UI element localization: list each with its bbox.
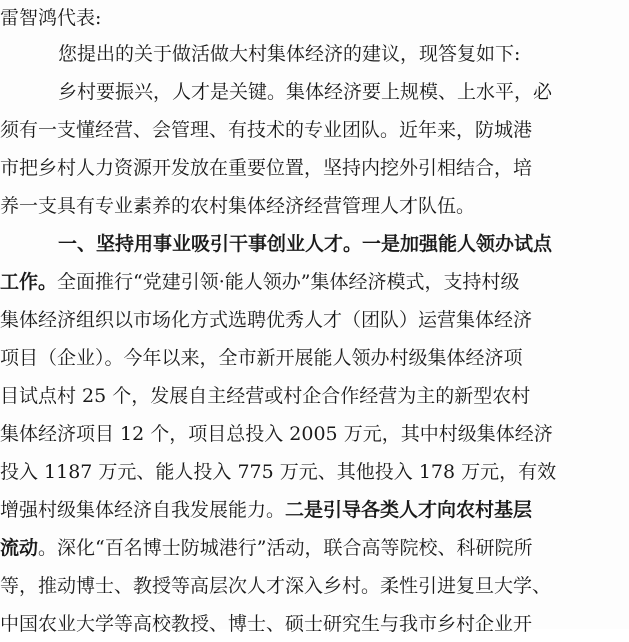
text-segment: 增强村级集体经济自我发展能力。 <box>0 499 286 521</box>
bold-text-segment: 工作。 <box>0 271 58 293</box>
text-line <box>58 226 629 262</box>
text-line <box>58 36 629 72</box>
text-segment: 项目（企业）。今年以来，全市新开展能人领办村级集体经济项 <box>0 347 523 369</box>
text-segment: 您提出的关于做活做大村集体经济的建议，现答复如下: <box>58 43 521 65</box>
bold-text-segment: 流动 <box>0 537 39 559</box>
text-line <box>0 568 629 604</box>
text-segment: 集体经济组织以市场化方式选聘优秀人才（团队）运营集体经济 <box>0 309 533 331</box>
text-segment: 集体经济项目 12 个，项目总投入 2005 万元，其中村级集体经济 <box>0 423 553 445</box>
text-line <box>0 454 629 490</box>
text-line <box>0 606 629 642</box>
text-line <box>0 530 629 566</box>
text-segment: 市把乡村人力资源开发放在重要位置，坚持内挖外引相结合，培 <box>0 157 533 179</box>
text-line <box>0 150 629 186</box>
text-line <box>0 112 629 148</box>
text-line <box>58 74 629 110</box>
salutation: 雷智鸿代表: <box>0 7 102 29</box>
text-segment: 乡村要振兴，人才是关键。集体经济要上规模、上水平，必 <box>58 81 553 103</box>
text-line <box>0 416 629 452</box>
text-segment: 。深化“百名博士防城港行”活动，联合高等院校、科研院所 <box>38 537 533 559</box>
text-line <box>0 340 629 376</box>
text-segment: 目试点村 25 个，发展自主经营或村企合作经营为主的新型农村 <box>0 385 531 407</box>
bold-text-segment: 二是引导各类人才向农村基层 <box>285 499 533 521</box>
text-segment: 全面推行“党建引领·能人领办”集体经济模式，支持村级 <box>57 271 520 293</box>
text-line <box>0 492 629 528</box>
text-line <box>0 302 629 338</box>
text-line <box>0 188 629 224</box>
text-segment: 养一支具有专业素养的农村集体经济经营管理人才队伍。 <box>0 195 476 217</box>
text-segment: 中国农业大学等高校教授、博士、硕士研究生与我市乡村企业开 <box>0 613 533 635</box>
text-segment: 投入 1187 万元、能人投入 775 万元、其他投入 178 万元，有效 <box>0 461 557 483</box>
text-segment: 须有一支懂经营、会管理、有技术的专业团队。近年来，防城港 <box>0 119 533 141</box>
bold-text-segment: 一、坚持用事业吸引干事创业人才。一是加强能人领办试点 <box>58 233 553 255</box>
text-segment: 等，推动博士、教授等高层次人才深入乡村。柔性引进复旦大学、 <box>0 575 552 597</box>
text-line <box>0 264 629 300</box>
text-line <box>0 378 629 414</box>
